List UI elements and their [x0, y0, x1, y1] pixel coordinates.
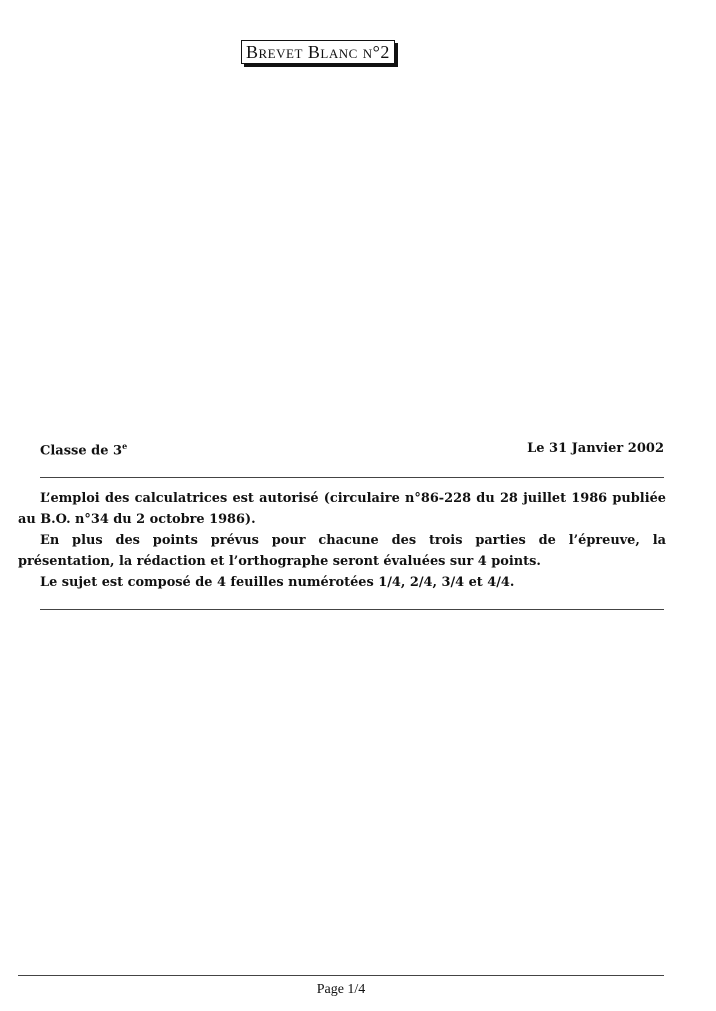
title-word-blanc: Blanc: [307, 42, 358, 62]
class-label: Classe de 3: [40, 443, 123, 459]
instructions: [18, 488, 666, 593]
footer-divider: [18, 975, 664, 976]
title-word-brevet: Brevet: [246, 42, 303, 62]
top-divider: [40, 477, 664, 478]
bottom-divider: [40, 609, 664, 610]
class-label-wrap: [40, 441, 127, 458]
header-row: [40, 441, 664, 458]
instruction-presentation: En plus des points prévus pour chacune des trois parties de l’épreuve, la présentation, la rédaction et l’orthographe seront évaluées sur 4 points.: [18, 533, 666, 569]
page-number: Page 1/4: [316, 982, 366, 997]
instruction-calculators: L’emploi des calculatrices est autorisé (circulaire n°86-228 du 28 juillet 1986 publiée au B.O. n°34 du 2 octobre 1986).: [18, 491, 666, 527]
exam-date: Le 31 Janvier 2002: [527, 441, 664, 456]
class-superscript: e: [122, 441, 128, 451]
instruction-sheets: Le sujet est composé de 4 feuilles numérotées 1/4, 2/4, 3/4 et 4/4.: [40, 575, 515, 590]
page-title: [241, 40, 395, 64]
title-block: [241, 40, 395, 64]
title-number: n°2: [362, 42, 390, 62]
